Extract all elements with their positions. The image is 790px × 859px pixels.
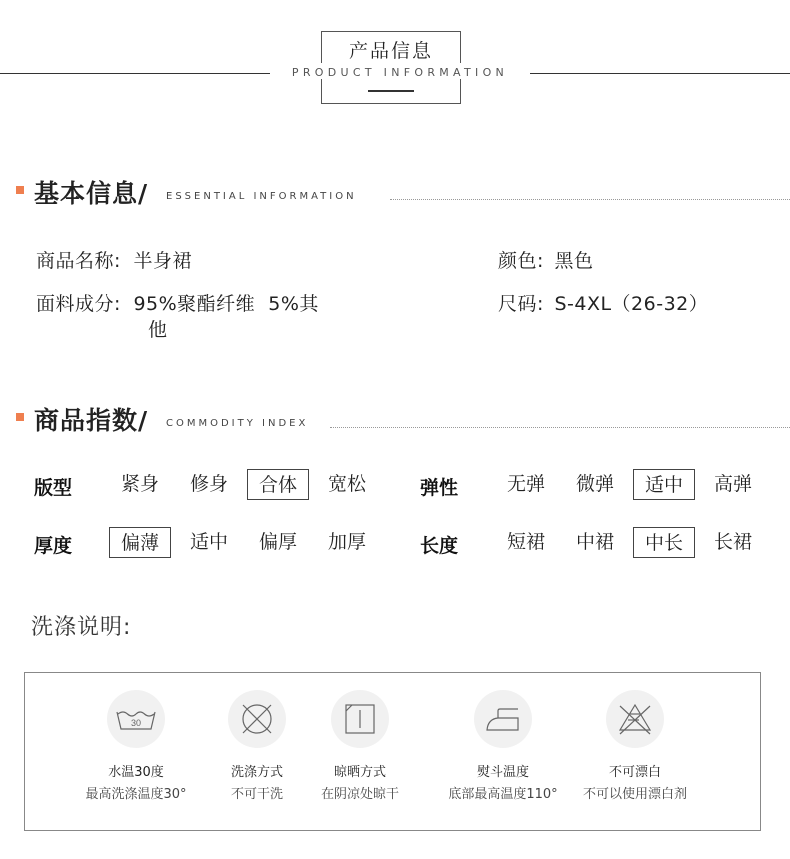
header-title: 产品信息 (348, 40, 433, 62)
wash-dry-desc: 在阴凉处晾干 (320, 787, 399, 802)
wash-item-bleach (575, 690, 695, 802)
product-size (498, 289, 708, 316)
header-line-left (0, 73, 270, 74)
wash-temp-desc: 最高洗涤温度30° (85, 787, 187, 802)
index-option: 宽松 (327, 473, 366, 495)
index-option-selected: 适中 (633, 469, 695, 500)
wash-item-iron (433, 690, 573, 802)
product-name-value: 半身裙 (133, 250, 192, 272)
product-name-label: 商品名称: (36, 250, 121, 272)
index-option: 长裙 (713, 531, 752, 553)
index-option: 适中 (189, 531, 228, 553)
basic-title: 基本信息/ (34, 179, 149, 208)
product-size-label: 尺码: (498, 293, 544, 315)
index-label: 长度 (420, 535, 459, 557)
index-option: 无弹 (506, 473, 545, 495)
header-line-right (530, 73, 790, 74)
shade-dry-icon (331, 690, 389, 748)
section-marker (16, 413, 24, 421)
index-option-selected: 中长 (633, 527, 695, 558)
svg-text:30: 30 (130, 718, 142, 728)
index-option: 高弹 (713, 473, 752, 495)
basic-divider (390, 199, 790, 200)
wash-temp-title: 水温30度 (108, 765, 164, 780)
product-color-label: 颜色: (498, 250, 544, 272)
product-name (36, 246, 192, 273)
index-title: 商品指数/ (34, 406, 149, 435)
wash-iron-desc: 底部最高温度110° (448, 787, 558, 802)
wash-30-icon (107, 690, 165, 748)
product-fabric (36, 289, 319, 316)
wash-item-temp (76, 690, 196, 802)
wash-title: 洗涤说明: (31, 615, 132, 640)
product-fabric-cont: 他 (148, 319, 168, 341)
index-option: 微弹 (575, 473, 614, 495)
wash-dry-title: 晾晒方式 (333, 765, 386, 780)
index-option: 紧身 (120, 473, 159, 495)
index-option: 短裙 (506, 531, 545, 553)
index-option: 加厚 (327, 531, 366, 553)
product-fabric-label: 面料成分: (36, 293, 121, 315)
header-subtitle: PRODUCT INFORMATION (291, 66, 509, 79)
wash-item-method (197, 690, 317, 802)
wash-method-desc: 不可干洗 (230, 787, 283, 802)
product-fabric-value: 95%聚酯纤维 5%其 (133, 293, 319, 315)
index-option: 中裙 (575, 531, 614, 553)
header-underline (368, 90, 414, 92)
wash-bleach-title: 不可漂白 (608, 765, 661, 780)
product-color-value: 黑色 (554, 250, 594, 272)
product-size-value: S-4XL（26-32） (554, 293, 709, 315)
index-divider (330, 427, 790, 428)
section-marker (16, 186, 24, 194)
no-bleach-icon (606, 690, 664, 748)
index-label: 弹性 (420, 477, 459, 499)
index-option-selected: 合体 (247, 469, 309, 500)
index-option-selected: 偏薄 (109, 527, 171, 558)
index-option: 修身 (189, 473, 228, 495)
index-subtitle: COMMODITY INDEX (166, 418, 309, 429)
wash-item-dry (300, 690, 420, 802)
index-label: 版型 (34, 477, 73, 499)
wash-iron-title: 熨斗温度 (476, 765, 529, 780)
wash-bleach-desc: 不可以使用漂白剂 (582, 787, 687, 802)
product-color (498, 246, 593, 273)
basic-subtitle: ESSENTIAL INFORMATION (166, 191, 357, 202)
index-label: 厚度 (34, 535, 73, 557)
wash-method-title: 洗涤方式 (230, 765, 283, 780)
index-option: 偏厚 (258, 531, 297, 553)
no-dry-clean-icon (228, 690, 286, 748)
iron-icon (474, 690, 532, 748)
